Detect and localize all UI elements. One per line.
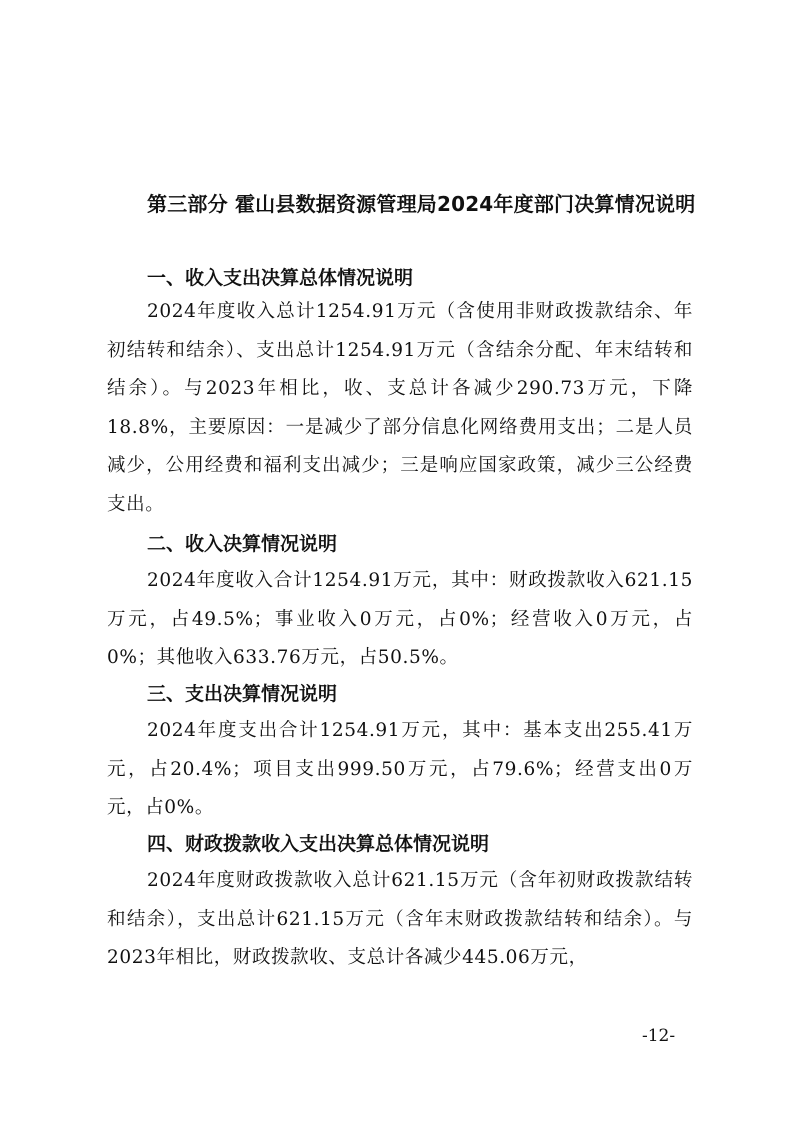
section-3-heading: 三、支出决算情况说明 (147, 683, 338, 705)
page-title: 第三部分 霍山县数据资源管理局2024年度部门决算情况说明 (147, 192, 696, 216)
section-2-heading: 二、收入决算情况说明 (147, 533, 338, 555)
section-1-heading: 一、收入支出决算总体情况说明 (147, 267, 414, 289)
section-1-paragraph: 2024年度收入总计1254.91万元（含使用非财政拨款结余、年初结转和结余）、支出总计1254.91万元（含结余分配、年末结转和结余）。与2023年相比，收、支总计各减少290.73万元，下降18.8%，主要原因：一是减少了部分信息化网络费用支出；二是人员减少，公用经费和福利支出减少；三是响应国家政策，减少三公经费支出。 (107, 301, 693, 515)
section-4-paragraph: 2024年度财政拨款收入总计621.15万元（含年初财政拨款结转和结余），支出总计621.15万元（含年末财政拨款结转和结余）。与2023年相比，财政拨款收、支总计各减少445.06万元， (107, 870, 693, 968)
section-3-paragraph: 2024年度支出合计1254.91万元，其中：基本支出255.41万元，占20.4%；项目支出999.50万元，占79.6%；经营支出0万元，占0%。 (107, 720, 693, 818)
section-4-heading: 四、财政拨款收入支出决算总体情况说明 (147, 833, 490, 855)
section-2-paragraph: 2024年度收入合计1254.91万元，其中：财政拨款收入621.15万元，占49.5%；事业收入0万元，占0%；经营收入0万元，占0%；其他收入633.76万元，占50.5%。 (107, 570, 693, 668)
page-number: -12- (642, 1026, 676, 1046)
